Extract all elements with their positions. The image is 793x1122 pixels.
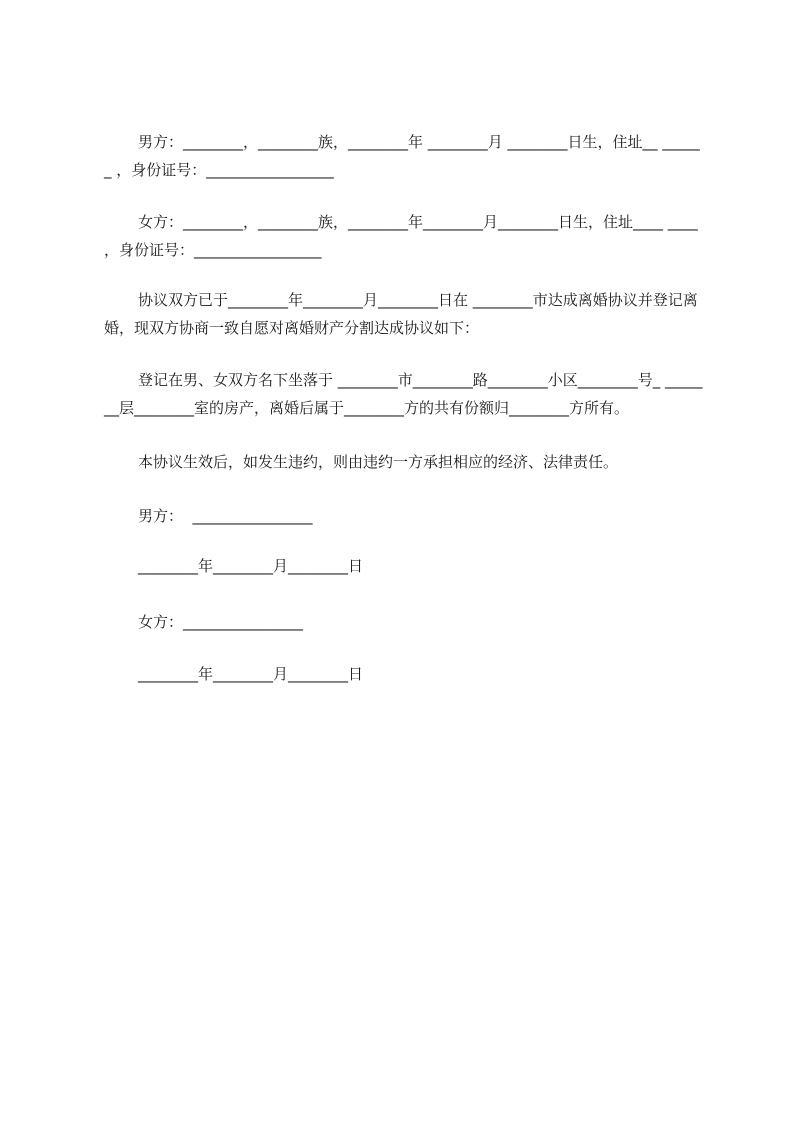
female-party-info-paragraph: 女方：________，________族，________年________月________日生，住址____ ____ ，身份证号：_________________: [104, 213, 703, 259]
liability-clause-paragraph: 本协议生效后，如发生违约，则由违约一方承担相应的经济、法律责任。: [138, 453, 619, 471]
female-signature-line: 女方：________________: [138, 613, 304, 631]
male-signature-line: 男方： ________________: [138, 507, 313, 525]
property-clause-paragraph: 登记在男、女双方名下坐落于 ________市________路________小区________号_ _______层________室的房产，离婚后属于________方的共有份额归________方所有。: [104, 371, 703, 417]
male-signature-date: ________年________月________日: [138, 557, 364, 575]
agreement-intro-paragraph: 协议双方已于________年________月________日在 ________市达成离婚协议并登记离婚，现双方协商一致自愿对离婚财产分割达成协议如下：: [104, 291, 698, 337]
male-party-info-paragraph: 男方：________，________族，________年 ________月 ________日生，住址__ ______ ，身份证号：_________________: [104, 133, 700, 179]
female-signature-date: ________年________月________日: [138, 665, 364, 683]
